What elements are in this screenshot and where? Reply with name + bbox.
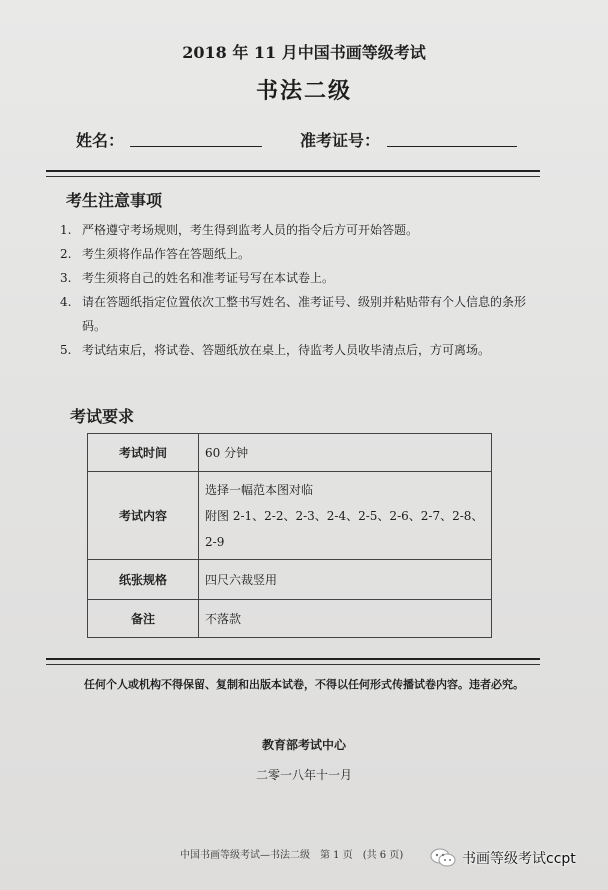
watermark	[430, 848, 576, 868]
notice-item	[60, 218, 530, 242]
requirements-table	[87, 433, 492, 638]
notice-item	[60, 290, 530, 338]
table-row	[88, 560, 492, 600]
issue-date: 二零一八年十一月	[255, 768, 352, 782]
notice-text: 考生须将自己的姓名和准考证号写在本试卷上。	[82, 271, 335, 285]
page-footer: 中国书画等级考试—书法二级 第 1 页 (共 6 页)	[180, 850, 404, 861]
issuer: 教育部考试中心	[261, 738, 346, 752]
requirement-key: 考试内容	[88, 472, 199, 560]
notices-list	[60, 218, 530, 362]
subject-title: 书法二级	[255, 78, 352, 104]
requirement-value: 不落款	[199, 600, 492, 638]
requirement-key: 考试时间	[88, 434, 199, 472]
table-row	[88, 472, 492, 560]
requirement-value-line: 附图 2-1、2-2、2-3、2-4、2-5、2-6、2-7、2-8、2-9	[205, 508, 484, 549]
wechat-icon	[430, 848, 456, 868]
requirement-value-line: 选择一幅范本图对临	[205, 482, 314, 497]
requirement-value	[199, 472, 492, 560]
table-row	[88, 434, 492, 472]
footer-divider-thick	[46, 658, 540, 660]
requirements-heading: 考试要求	[70, 407, 135, 426]
header-divider-thick	[46, 170, 540, 172]
notice-number: 4.	[60, 295, 72, 309]
notice-item	[60, 338, 530, 362]
footer-divider-thin	[46, 664, 540, 665]
copyright-warning: 任何个人或机构不得保留、复制和出版本试卷，不得以任何形式传播试卷内容。违者必究。	[84, 678, 524, 691]
watermark-text: 书画等级考试ccpt	[462, 851, 576, 867]
notice-number: 1.	[60, 223, 72, 237]
requirement-value: 60 分钟	[199, 434, 492, 472]
requirement-key: 备注	[88, 600, 199, 638]
notice-number: 5.	[60, 343, 72, 357]
notices-heading: 考生注意事项	[66, 191, 163, 210]
requirement-key: 纸张规格	[88, 560, 199, 600]
requirement-value: 四尺六裁竖用	[199, 560, 492, 600]
exam-title: 2018 年 11 月中国书画等级考试	[182, 43, 426, 62]
notice-text: 考试结束后，将试卷、答题纸放在桌上，待监考人员收毕清点后，方可离场。	[82, 343, 491, 357]
notice-number: 3.	[60, 271, 72, 285]
notice-text: 考生须将作品作答在答题纸上。	[82, 247, 251, 261]
notice-text: 请在答题纸指定位置依次工整书写姓名、准考证号、级别并粘贴带有个人信息的条形码。	[82, 295, 527, 333]
candidate-id-blank-line	[387, 146, 517, 147]
notice-item	[60, 242, 530, 266]
header-divider-thin	[46, 176, 540, 177]
name-blank-line	[130, 146, 262, 147]
name-label: 姓名：	[76, 131, 125, 150]
notice-number: 2.	[60, 247, 72, 261]
table-row	[88, 600, 492, 638]
candidate-id-label: 准考证号：	[300, 131, 381, 150]
notice-item	[60, 266, 530, 290]
notice-text: 严格遵守考场规则，考生得到监考人员的指令后方可开始答题。	[82, 223, 419, 237]
